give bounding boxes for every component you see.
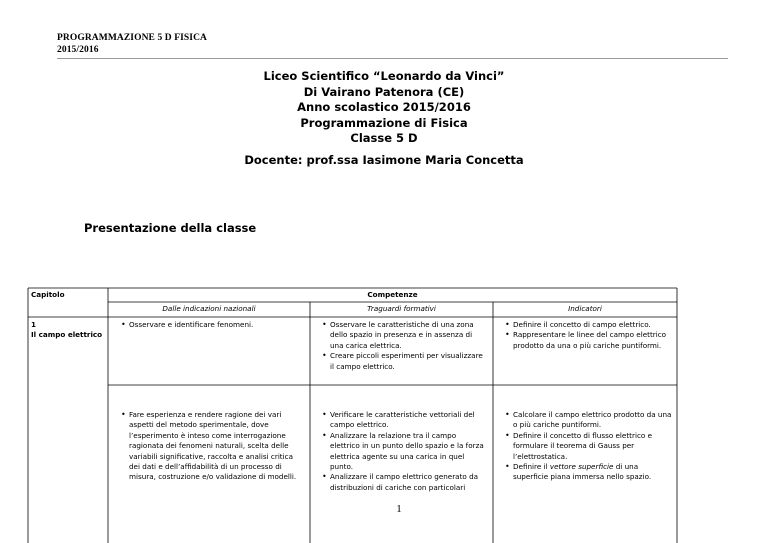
list-item: • Analizzare il campo elettrico generato da distribuzioni di cariche con particolari xyxy=(330,472,487,493)
school-name: Liceo Scientifico “Leonardo da Vinci” xyxy=(263,69,505,83)
list-item: • Verificare le caratteristiche vettoriali del campo elettrico. xyxy=(330,410,487,431)
row1-indicatori xyxy=(505,320,673,351)
list-item: • Fare esperienza e rendere ragione dei vari aspetti del metodo sperimentale, dove l’esperimento è inteso come interrogazione ragionata dei fenomeni naturali, scelta delle variabili significative, raccolta e analisi critica dei dati e dell’affidabilità di un processo di misura, costruzione e/o validazione di modelli. xyxy=(129,410,301,483)
chapter-number: 1 xyxy=(31,320,37,329)
row1-traguardi xyxy=(322,320,487,372)
list-item: • Osservare le caratteristiche di una zona dello spazio in presenza e in assenza di una carica elettrica. xyxy=(330,320,487,351)
indicator-text-suffix: di una superficie piana immersa nello spazio. xyxy=(513,462,652,482)
list-item: • Calcolare il campo elettrico prodotto da una o più cariche puntiformi. xyxy=(513,410,673,431)
header-capitolo: Capitolo xyxy=(31,290,65,299)
list-item: • Definire il concetto di campo elettrico. xyxy=(513,320,673,330)
row1-nazionali xyxy=(121,320,301,330)
header-indicatori: Indicatori xyxy=(568,304,602,313)
row2-nazionali xyxy=(121,410,301,483)
class-name: Classe 5 D xyxy=(350,131,418,145)
row2-indicatori xyxy=(505,410,673,483)
school-year: Anno scolastico 2015/2016 xyxy=(297,100,471,114)
indicator-text-italic: vettore superficie xyxy=(549,462,614,472)
header-competenze: Competenze xyxy=(367,290,418,299)
list-item: • Definire il concetto di flusso elettrico e formulare il teorema di Gauss per l’elettrostatica. xyxy=(513,431,673,462)
page-number: 1 xyxy=(396,503,402,515)
teacher-line: Docente: prof.ssa Iasimone Maria Concetta xyxy=(244,153,524,167)
list-item: • Rappresentare le linee del campo elettrico prodotto da una o più cariche puntiformi. xyxy=(513,330,673,351)
list-item: • Analizzare la relazione tra il campo elettrico in un punto dello spazio e la forza elettrica agente su una carica in quel punto. xyxy=(330,431,487,473)
document-header-year: 2015/2016 xyxy=(57,45,99,55)
chapter-name: Il campo elettrico xyxy=(31,330,103,339)
header-indicazioni-nazionali: Dalle indicazioni nazionali xyxy=(162,304,256,313)
document-subject: Programmazione di Fisica xyxy=(300,115,468,130)
row2-traguardi xyxy=(322,410,487,493)
document-header-title: PROGRAMMAZIONE 5 D FISICA xyxy=(57,33,208,43)
section-heading: Presentazione della classe xyxy=(84,221,257,235)
list-item xyxy=(513,462,673,483)
indicator-text-prefix: Definire il xyxy=(513,462,550,472)
header-traguardi-formativi: Traguardi formativi xyxy=(367,304,436,313)
school-location: Di Vairano Patenora (CE) xyxy=(303,84,465,99)
list-item: • Osservare e identificare fenomeni. xyxy=(129,320,301,330)
list-item: • Creare piccoli esperimenti per visualizzare il campo elettrico. xyxy=(330,351,487,372)
